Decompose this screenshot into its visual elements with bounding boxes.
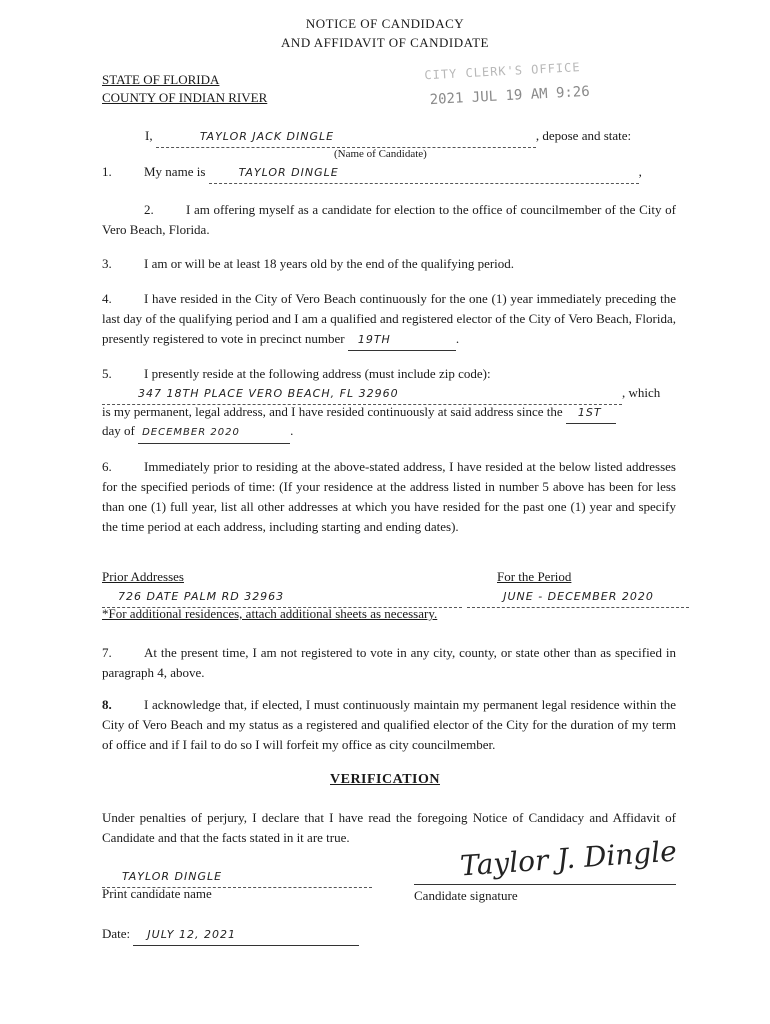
title-line-1: NOTICE OF CANDIDACY bbox=[305, 16, 465, 31]
received-stamp bbox=[424, 60, 590, 109]
item-1-label: My name is bbox=[144, 164, 206, 179]
item-2-text: I am offering myself as a candidate for election to the office of councilmember of the City of Vero Beach, Florida. bbox=[102, 202, 676, 237]
item-5-which: , which bbox=[622, 385, 661, 400]
verification-heading: VERIFICATION bbox=[330, 772, 440, 787]
candidate-name: TAYLOR DINGLE bbox=[209, 163, 639, 184]
additional-residences-note: *For additional residences, attach additional sheets as necessary. bbox=[102, 606, 438, 621]
verification-text: Under penalties of perjury, I declare that I have read the foregoing Notice of Candidacy and Affidavit of Candidate and that the facts stated in it are true. bbox=[102, 810, 676, 845]
printed-candidate-name: TAYLOR DINGLE bbox=[102, 867, 372, 888]
venue-state: STATE OF FLORIDA bbox=[102, 72, 220, 87]
stamp-office: CITY CLERK'S OFFICE bbox=[424, 60, 581, 83]
item-1: 1. My name is TAYLOR DINGLE , bbox=[102, 162, 642, 184]
intro-line bbox=[145, 126, 631, 148]
item-4-number: 4. bbox=[102, 291, 112, 306]
prior-address-value: 726 DATE PALM RD 32963 bbox=[102, 587, 462, 608]
item-6 bbox=[102, 457, 676, 537]
item-5-line-4 bbox=[102, 421, 293, 444]
item-4-end: . bbox=[455, 331, 460, 346]
print-name-label: Print candidate name bbox=[102, 886, 212, 901]
item-8 bbox=[102, 695, 676, 755]
item-4 bbox=[102, 289, 676, 351]
item-3-number: 3. bbox=[102, 256, 112, 271]
residence-address: 347 18TH PLACE VERO BEACH, FL 32960 bbox=[102, 384, 622, 405]
prior-period-value: JUNE - DECEMBER 2020 bbox=[467, 587, 689, 608]
item-8-text: I acknowledge that, if elected, I must continuously maintain my permanent legal residence within the City of Vero Beach and my status as a registered and qualified elector of the City for the duration of my term of office and if I fail to do so I will forfeit my office as city councilmember. bbox=[102, 697, 676, 752]
intro-prefix: I, bbox=[145, 128, 153, 143]
item-7-number: 7. bbox=[102, 645, 112, 660]
residence-since-day: 1ST bbox=[566, 403, 616, 424]
stamp-date: 2021 JUL 19 AM 9:26 bbox=[429, 83, 591, 109]
venue-county: COUNTY OF INDIAN RIVER bbox=[102, 90, 268, 105]
residence-since-month: DECEMBER 2020 bbox=[138, 423, 290, 444]
name-caption: (Name of Candidate) bbox=[334, 148, 427, 160]
item-1-number: 1. bbox=[102, 164, 112, 179]
item-8-number: 8. bbox=[102, 697, 112, 712]
item-5-day-of: day of bbox=[102, 423, 135, 438]
intro-suffix: , depose and state: bbox=[535, 128, 632, 143]
item-5-text: I presently reside at the following address (must include zip code): bbox=[144, 366, 491, 381]
item-5-number: 5. bbox=[102, 366, 112, 381]
precinct-number: 19TH bbox=[348, 330, 456, 351]
item-3-text: I am or will be at least 18 years old by the end of the qualifying period. bbox=[144, 256, 515, 271]
date-label: Date: bbox=[102, 926, 131, 941]
item-7-text: At the present time, I am not registered to vote in any city, county, or state other than as specified in paragraph 4, above. bbox=[102, 645, 676, 680]
title-line-2: AND AFFIDAVIT OF CANDIDATE bbox=[281, 35, 489, 50]
document-title bbox=[0, 14, 770, 52]
item-2-number: 2. bbox=[144, 202, 154, 217]
item-6-text: Immediately prior to residing at the above-stated address, I have resided at the below listed addresses for the specified periods of time: (If your residence at the address listed in number 5 above has been for less than one (1) full year, list all other addresses at which you have resided for the past one (1) year and specify the time period at each address, including starting and ending dates). bbox=[102, 459, 676, 534]
date-line bbox=[102, 924, 359, 946]
item-6-number: 6. bbox=[102, 459, 112, 474]
candidate-full-name: TAYLOR JACK DINGLE bbox=[156, 127, 536, 148]
signature-line bbox=[414, 884, 676, 885]
date-value: JULY 12, 2021 bbox=[133, 925, 359, 946]
candidate-signature: Taylor J. Dingle bbox=[459, 834, 678, 883]
signature-label: Candidate signature bbox=[414, 888, 518, 903]
for-the-period-header: For the Period bbox=[497, 569, 572, 584]
item-5-text-2: is my permanent, legal address, and I have resided continuously at said address since the bbox=[102, 404, 563, 419]
item-5-line-1 bbox=[102, 364, 491, 384]
item-3 bbox=[102, 254, 514, 274]
item-4-text: I have resided in the City of Vero Beach continuously for the one (1) year immediately preceding the last day of the qualifying period and I am a qualified and registered elector of the City of Vero Beach, Florida, presently registered to vote in precinct number bbox=[102, 291, 676, 346]
prior-addresses-header: Prior Addresses bbox=[102, 569, 184, 584]
item-2 bbox=[102, 200, 676, 240]
venue-block bbox=[102, 70, 267, 108]
item-5-end: . bbox=[290, 423, 294, 438]
item-7 bbox=[102, 643, 676, 683]
